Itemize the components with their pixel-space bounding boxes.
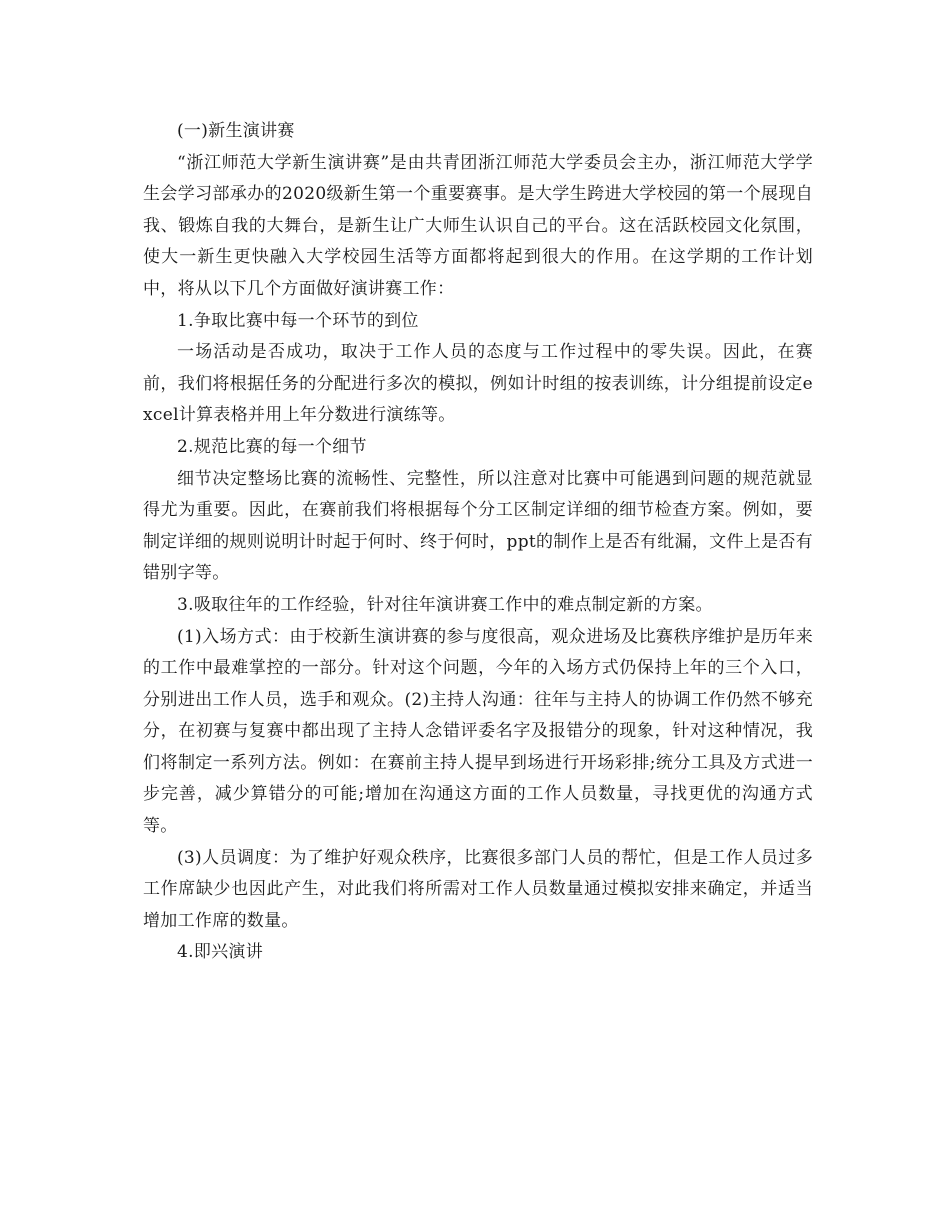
document-body [143,116,813,969]
section-heading: (一)新生演讲赛 [177,121,295,141]
subsection-heading: 3.吸取往年的工作经验，针对往年演讲赛工作中的难点制定新的方案。 [177,594,713,615]
body-paragraph: (1)入场方式：由于校新生演讲赛的参与度很高，观众进场及比赛秩序维护是历年来的工作中最难掌控的一部分。针对这个问题，今年的入场方式仍保持上年的三个入口，分别进出工作人员，选手和观众。(2)主持人沟通：往年与主持人的协调工作仍然不够充分，在初赛与复赛中都出现了主持人念错评委名字及报错分的现象，针对这种情况，我们将制定一系列方法。例如：在赛前主持人提早到场进行开场彩排;统分工具及方式进一步完善，减少算错分的可能;增加在沟通这方面的工作人员数量，寻找更优的沟通方式等。 [143,626,813,837]
subsection-heading: 4.即兴演讲 [177,942,264,963]
body-paragraph: (3)人员调度：为了维护好观众秩序，比赛很多部门人员的帮忙，但是工作人员过多工作席缺少也因此产生，对此我们将所需对工作人员数量通过模拟安排来确定，并适当增加工作席的数量。 [143,847,813,931]
body-paragraph: 细节决定整场比赛的流畅性、完整性，所以注意对比赛中可能遇到问题的规范就显得尤为重要。因此，在赛前我们将根据每个分工区制定详细的细节检查方案。例如，要制定详细的规则说明计时起于何时、终于何时，ppt的制作上是否有纰漏，文件上是否有错别字等。 [143,468,813,584]
body-paragraph: “浙江师范大学新生演讲赛”是由共青团浙江师范大学委员会主办，浙江师范大学学生会学习部承办的2020级新生第一个重要赛事。是大学生跨进大学校园的第一个展现自我、锻炼自我的大舞台，是新生让广大师生认识自己的平台。这在活跃校园文化氛围，使大一新生更快融入大学校园生活等方面都将起到很大的作用。在这学期的工作计划中，将从以下几个方面做好演讲赛工作： [143,152,813,299]
subsection-heading: 2.规范比赛的每一个细节 [177,436,367,457]
body-paragraph: 一场活动是否成功，取决于工作人员的态度与工作过程中的零失误。因此，在赛前，我们将根据任务的分配进行多次的模拟，例如计时组的按表训练，计分组提前设定excel计算表格并用上年分数进行演练等。 [143,342,813,426]
subsection-heading: 1.争取比赛中每一个环节的到位 [177,310,419,331]
